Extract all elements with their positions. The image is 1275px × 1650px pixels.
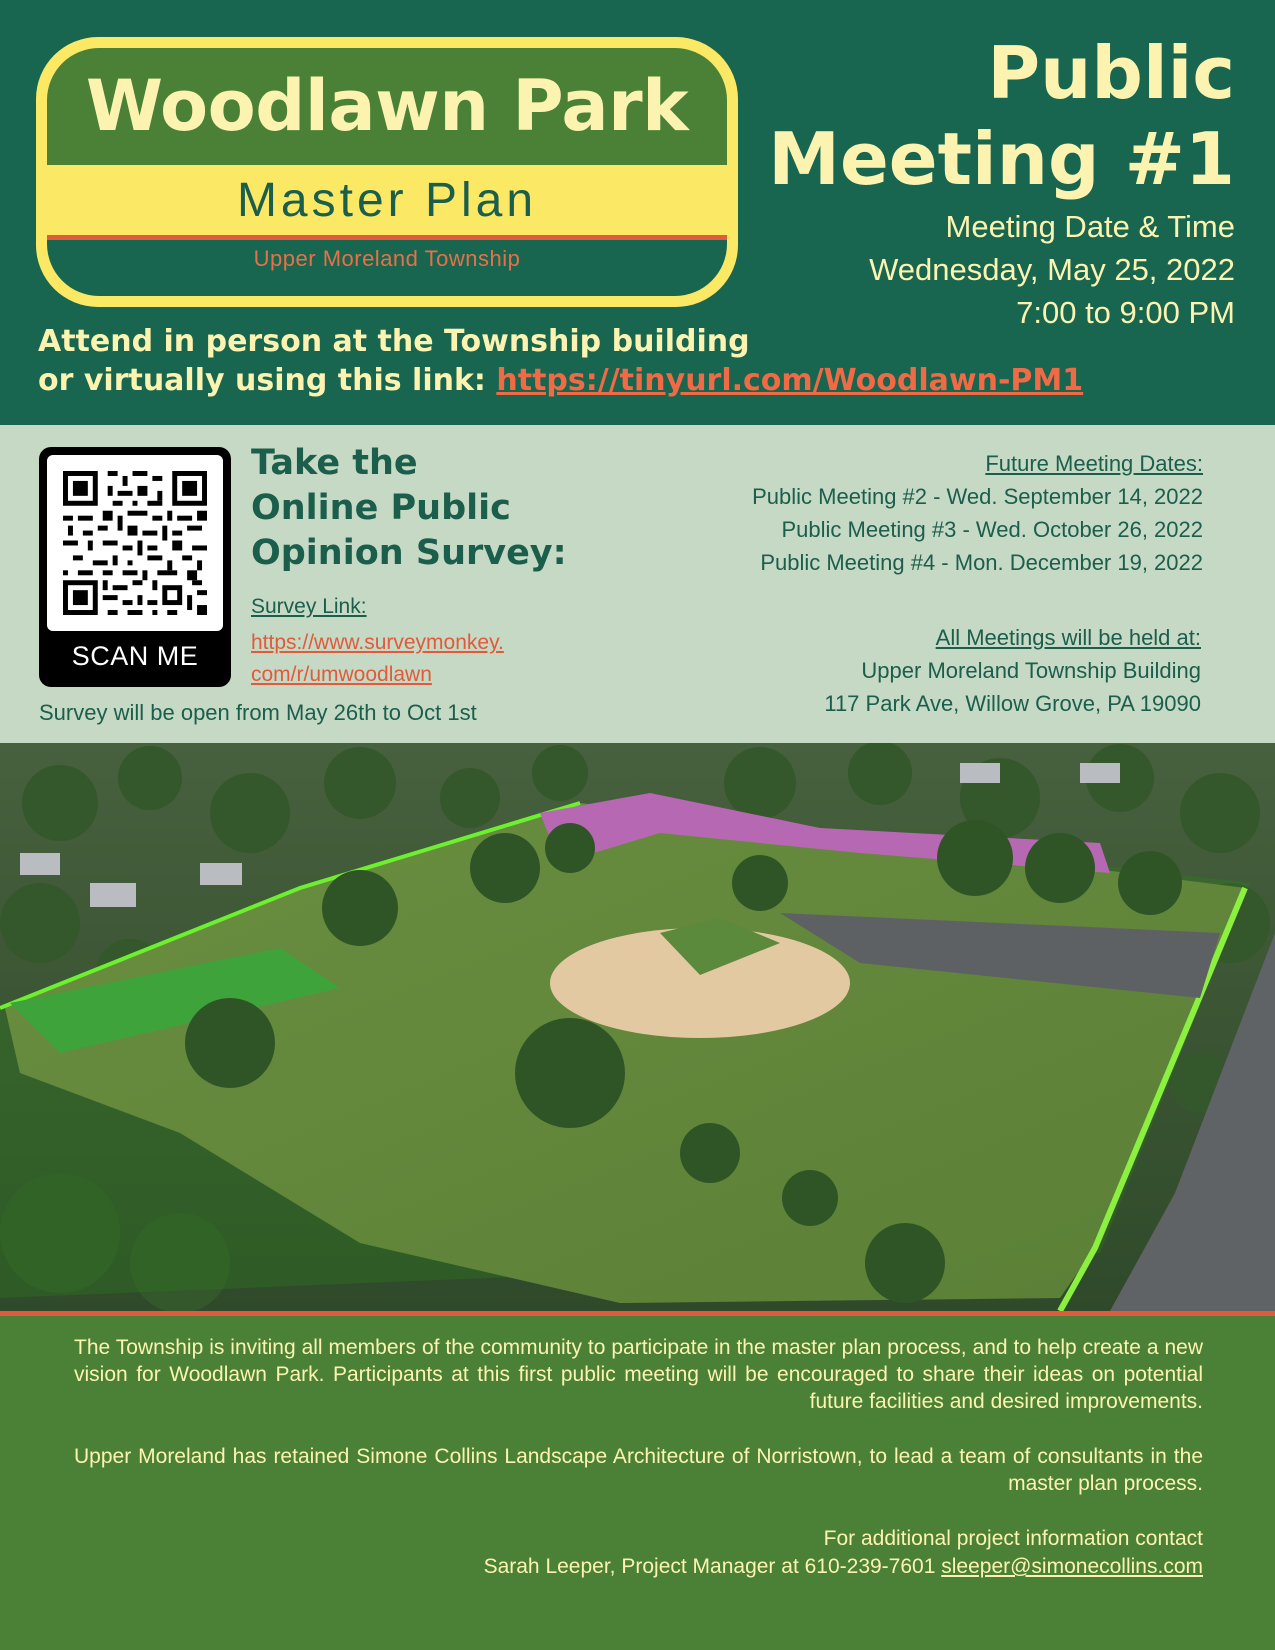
future-meeting-item: Public Meeting #2 - Wed. September 14, 2022	[752, 484, 1203, 509]
meeting-date: Wednesday, May 25, 2022	[869, 252, 1235, 287]
survey-open-dates: Survey will be open from May 26th to Oct 1st	[39, 700, 477, 725]
consultant-paragraph: Upper Moreland has retained Simone Collins Landscape Architecture of Norristown, to lead a team of consultants in the master plan process.	[74, 1445, 1203, 1495]
location-address: 117 Park Ave, Willow Grove, PA 19090	[824, 691, 1201, 716]
aerial-park-photo	[0, 743, 1275, 1311]
meeting-date-label: Meeting Date & Time	[945, 209, 1235, 244]
virtual-meeting-link[interactable]: https://tinyurl.com/Woodlawn-PM1	[496, 363, 1084, 398]
contact-info: For additional project information contact Sarah Leeper, Project Manager at 610-239-7601 sleeper@simonecollins.com	[483, 1527, 1203, 1578]
location-name: Upper Moreland Township Building	[861, 658, 1201, 683]
invitation-paragraph: The Township is inviting all members of the community to participate in the master plan process, and to help create a new vision for Woodlawn Park. Participants at this first public meeting will be encouraged to share their ideas on potential future facilities and desired improvements.	[74, 1336, 1203, 1413]
future-meetings-label: Future Meeting Dates:	[985, 451, 1203, 476]
future-meeting-item: Public Meeting #3 - Wed. October 26, 2022	[781, 517, 1203, 542]
scan-me-label: SCAN ME	[71, 641, 199, 671]
header-band	[0, 0, 1275, 425]
contact-email-link[interactable]: sleeper@simonecollins.com	[941, 1555, 1203, 1578]
meeting-date-time	[869, 205, 1235, 334]
future-meeting-dates	[752, 447, 1203, 579]
meeting-title: Public Meeting #1	[768, 31, 1235, 201]
qr-code[interactable]	[39, 447, 231, 687]
survey-link-label: Survey Link:	[251, 595, 367, 618]
description-band	[0, 1316, 1275, 1650]
logo-title: Woodlawn Park	[85, 65, 689, 147]
woodlawn-park-logo	[36, 37, 738, 307]
meeting-time: 7:00 to 9:00 PM	[1016, 295, 1235, 330]
meeting-location	[824, 621, 1201, 720]
survey-heading: Take the Online Public Opinion Survey:	[251, 443, 567, 573]
attend-info: Attend in person at the Township building or virtually using this link: https://tinyurl.com/Woodlawn-PM1	[38, 324, 1084, 398]
logo-township: Upper Moreland Township	[253, 246, 521, 271]
survey-link[interactable]: https://www.surveymonkey. com/r/umwoodlawn	[251, 631, 504, 686]
location-label: All Meetings will be held at:	[935, 625, 1201, 650]
future-meeting-item: Public Meeting #4 - Mon. December 19, 2022	[760, 550, 1203, 575]
qr-code-icon	[63, 471, 207, 615]
logo-subtitle: Master Plan	[236, 174, 538, 227]
survey-band	[0, 425, 1275, 743]
